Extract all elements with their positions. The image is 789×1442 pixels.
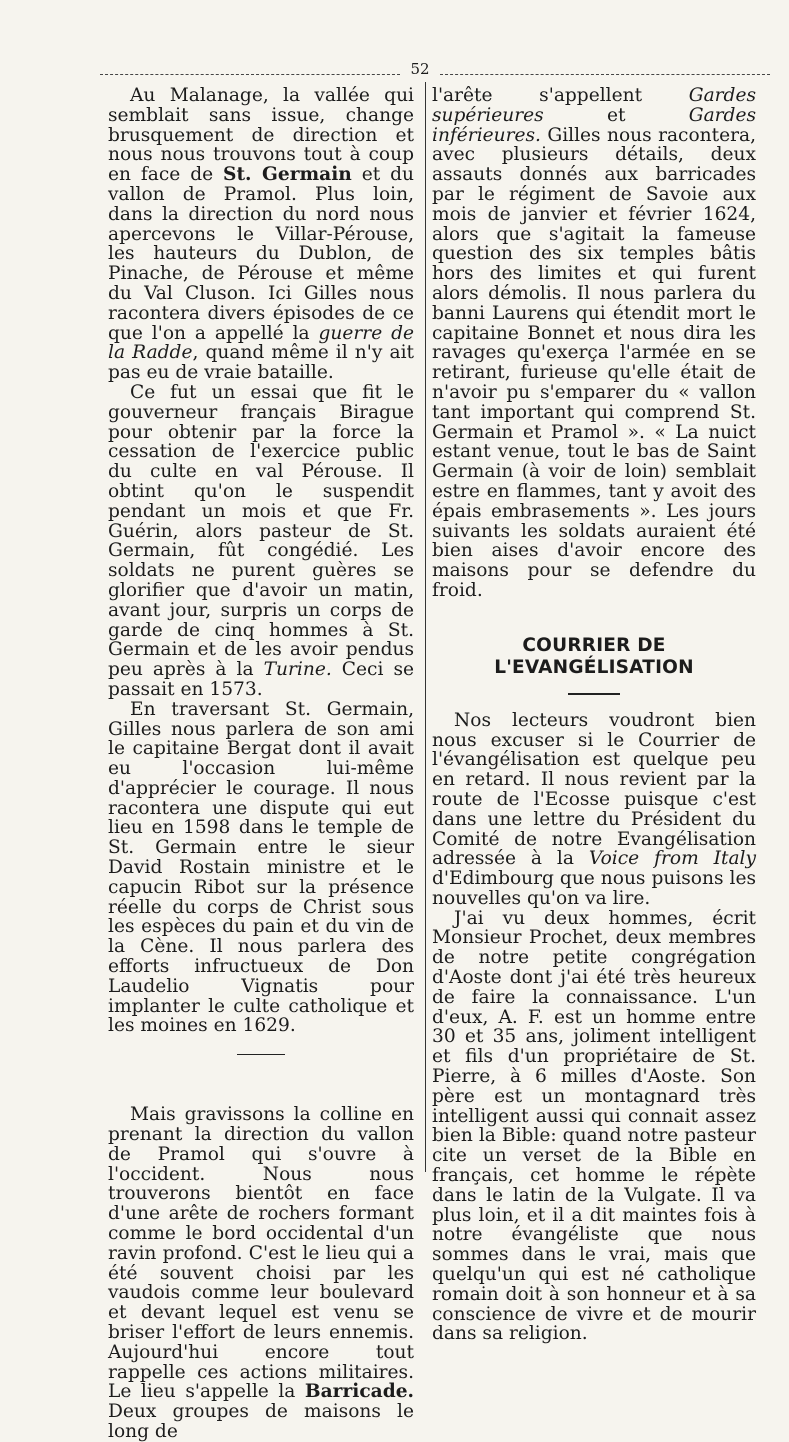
text-run: l'arête s'appellent xyxy=(432,85,689,106)
paragraph-aoste: J'ai vu deux hommes, écrit Monsieur Prochet, deux membres de notre petite congrégation d'Aoste dont j'ai été très heureux de faire la connaissance. L'un d'eux, A. F. est un homme entre 30 et 35 ans, joliment intelligent et fils d'un propriétaire de St. Pierre, à 6 milles d'Aoste. Son père est un montagnard très intelligent aussi qui connait assez bien la Bible: quand notre pasteur cite un verset de la Bible en français, cet homme le répète dans le latin de la Vulgate. Il va plus loin, et il a dit maintes fois à notre évangéliste que nous sommes dans le vrai, mais que quelqu'un qui est né catholique romain doit à son honneur et à sa conscience de vivre et de mourir dans sa religion. xyxy=(432,907,756,1345)
section-separator xyxy=(237,1054,285,1055)
italic-place-name: Turine. xyxy=(263,659,332,681)
text-run: , quand même il n'y ait pas eu de vraie bataille. xyxy=(108,342,415,384)
left-column xyxy=(108,86,414,1442)
header-rule-left xyxy=(100,74,400,75)
paragraph-birague xyxy=(108,383,414,700)
italic-place-name: Gardes supérieures xyxy=(432,85,756,126)
paragraph-barricade xyxy=(108,1105,414,1442)
paragraph-gardes xyxy=(432,86,756,601)
text-run: et du vallon de Pramol. Plus loin, dans la direction du nord nous apercevons le Villar-Pérouse, les hauteurs du Dublon, de Pinache, de Pérouse et même du Val Cluson. Ici Gilles nous racontera divers épisodes de ce que l'on a appellé la xyxy=(108,164,414,344)
text-run: Ce fut un essai que fit le gouverneur français Birague pour obtenir par la force la cessation de l'exercice public du culte en val Pérouse. Il obtint qu'on le suspendit pendant un mois et que Fr. Guérin, alors pasteur de St. Germain, fût congédié. Les soldats ne purent guères se glorifier que d'avoir un matin, avant jour, surpris un corps de garde de cinq hommes à St. Germain et de les avoir pendus peu après à la xyxy=(108,381,414,681)
italic-term: guerre de la Radde xyxy=(108,322,414,364)
text-run: Ceci se passait en 1573. xyxy=(108,659,414,700)
text-run: Deux groupes de maisons le long de xyxy=(108,1401,414,1442)
section-title: COURRIER DE L'EVANGÉLISATION xyxy=(494,634,694,678)
section-title-rule xyxy=(568,693,620,695)
italic-place-name: Gardes inférieures. xyxy=(432,104,756,146)
text-run: Mais gravissons la colline en prenant la direction du vallon de Pramol qui s'ouvre à l'occident. Nous nous trouverons bientôt en face d'une arête de rochers formant comme le bord occidental d'un ravin profond. C'est le lieu qui a été souvent choisi par les vaudois comme leur boulevard et devant lequel est venu se briser l'effort de leurs ennemis. Aujourd'hui encore tout rappelle ces actions militaires. Le lieu s'appelle la xyxy=(108,1104,414,1403)
header-rule-right xyxy=(440,74,770,75)
italic-publication-name: Voice from Italy xyxy=(588,848,756,870)
text-run: Au Malanage, la vallée qui semblait sans issue, change brusquement de direction et nous nous trouvons tout à coup en face de xyxy=(108,85,414,186)
paragraph-st-germain: En traversant St. Germain, Gilles nous parlera de son ami le capitaine Bergat dont il avait eu l'occasion lui-même d'apprécier le courage. Il nous racontera une dispute qui eut lieu en 1598 dans le temple de St. Germain entre le sieur David Rostain ministre et le capucin Ribot sur la présence réelle du corps de Christ sous les espèces du pain et du vin de la Cène. Il nous parlera des efforts infructueux de Don Laudelio Vignatis pour implanter le culte catholique et les moines en 1629. xyxy=(108,698,414,1037)
text-run: Nos lecteurs voudront bien nous excuser si le Courrier de l'évangélisation est quelque peu en retard. Il nous revient par la route de l'Ecosse puisque c'est dans une lettre du Président du Comité de notre Evangélisation adressée à la xyxy=(432,709,756,870)
text-run: Gilles nous racontera, avec plusieurs détails, deux assauts donnés aux barricades par le régiment de Savoie aux mois de janvier et février 1624, alors que s'agitait la fameuse question des six temples bâtis hors des limites et qui furent alors démolis. Il nous parlera du banni Laurens qui étendit mort le capitaine Bonnet et nous dira les ravages qu'exerça l'armée en se retirant, furieuse qu'elle était de n'avoir pu s'emparer du « vallon tant important qui comprend St. Germain et Pramol ». « La nuict estant venue, tout le bas de Saint Germain (à voir de loin) semblait estre en flammes, tant y avoit des épais embrasements ». Les jours suivants les soldats auraient été bien aises d'avoir encore des maisons pour se defendre du froid. xyxy=(432,124,756,601)
column-divider xyxy=(425,82,426,1172)
text-run: et xyxy=(543,104,689,126)
page-number: 52 xyxy=(410,60,430,78)
text-run: d'Edimbourg que nous puisons les nouvelles qu'on va lire. xyxy=(432,868,756,909)
right-column xyxy=(432,86,756,1344)
paragraph-malanage xyxy=(108,86,414,383)
bold-place-name: St. Germain xyxy=(223,164,352,186)
bold-place-name: Barricade. xyxy=(304,1381,414,1403)
paragraph-courrier-intro xyxy=(432,711,756,909)
